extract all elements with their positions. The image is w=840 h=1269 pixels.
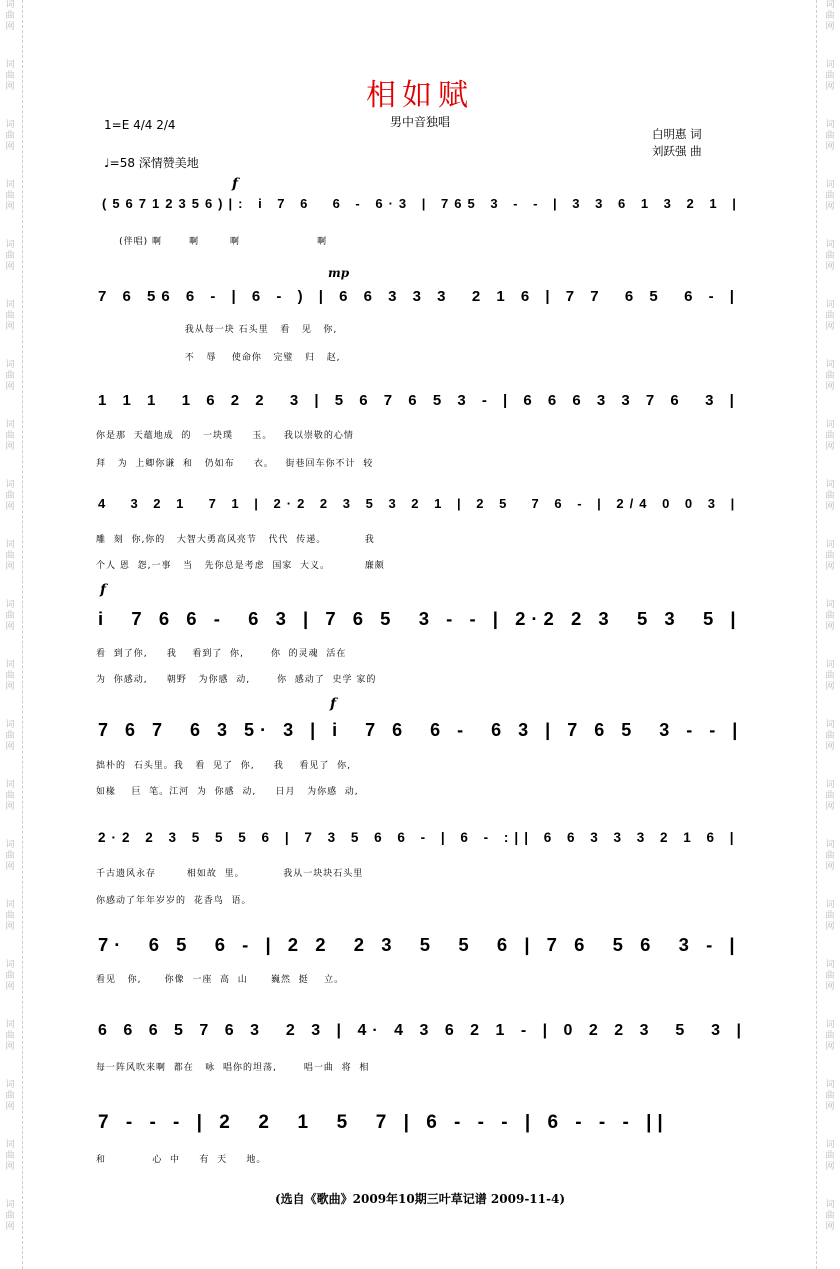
notation: 2·2 2 3 5 5 5 6 | 7 3 5 6 6 - | 6 - :|| 6 6 3 3 3 2 1 6 | (98, 830, 740, 845)
watermark-left: 词曲网 词曲网 词曲网 词曲网 词曲网 词曲网 词曲网 词曲网 词曲网 词曲网 词曲网 词曲网 词曲网 词曲网 词曲网 词曲网 词曲网 词曲网 词曲网 词曲网 词曲网 (5, 0, 15, 1232)
margin-line-left (22, 0, 23, 1269)
watermark-right: 词曲网 词曲网 词曲网 词曲网 词曲网 词曲网 词曲网 词曲网 词曲网 词曲网 词曲网 词曲网 词曲网 词曲网 词曲网 词曲网 词曲网 词曲网 词曲网 词曲网 词曲网 (825, 0, 835, 1232)
dynamic-mark: f (232, 176, 239, 192)
notation: 7 6 7 6 3 5· 3 | i 7 6 6 - 6 3 | 7 6 5 3 - - | (98, 720, 744, 740)
notation: i 7 6 6 - 6 3 | 7 6 5 3 - - | 2·2 2 3 5 3 5 | (98, 608, 742, 629)
lyrics-line-9: 每一阵风吹来啊 都在 咏 唱你的坦荡, 唱一曲 将 相 (96, 1063, 370, 1073)
score-line-5 (92, 608, 754, 642)
lyrics-line-6a: 拙朴的 石头里。我 看 见了 你, 我 看见了 你, (96, 761, 351, 771)
dynamic-mark: f (100, 582, 107, 598)
score-line-2 (92, 288, 754, 322)
notation: 1 1 1 1 6 2 2 3 | 5 6 7 6 5 3 - | 6 6 6 3 3 7 6 3 | (98, 392, 740, 409)
lyrics-line-4b: 个人 恩 怨,一事 当 先你总是考虑 国家 大义。 廉颇 (96, 561, 385, 571)
lyricist-credit: 白明惠 词 (652, 127, 702, 141)
lyrics-line-6b: 如椽 巨 笔。江河 为 你感 动, 日月 为你感 动, (96, 787, 359, 797)
notation: 7 6 56 6 - | 6 - ) | 6 6 3 3 3 2 1 6 | 7 7 6 5 6 - | (98, 288, 740, 305)
notation: 7 - - - | 2 2 1 5 7 | 6 - - - | 6 - - - || (98, 1112, 669, 1133)
dynamic-mark: f (330, 696, 337, 712)
lyrics-line-2a: 我从每一块 石头里 看 见 你, (96, 325, 338, 335)
notation: 4 3 2 1 7 1 | 2·2 2 3 5 3 2 1 | 2 5 7 6 - | 2/4 0 0 3 | (98, 496, 741, 511)
lyrics-line-4a: 雕 刻 你,你的 大智大勇高风亮节 代代 传递。 我 (96, 535, 375, 545)
performance-type: 男中音独唱 (389, 115, 450, 129)
song-title: 相如赋 (366, 78, 474, 113)
lyrics-line-5b: 为 你感动, 朝野 为你感 动, 你 感动了 史学 家的 (96, 675, 377, 685)
lyrics-line-7a: 千古遗风永存 相如故 里。 我从一块块石头里 (96, 869, 364, 879)
margin-line-right (816, 0, 817, 1269)
lyrics-line-5a: 看 到了你, 我 看到了 你, 你 的灵魂 活在 (96, 649, 347, 659)
lyrics-line-10: 和 心 中 有 天 地。 (96, 1155, 267, 1165)
lyrics-line-2b: 不 辱 使命你 完璧 归 赵, (96, 353, 341, 363)
notation: 7· 6 5 6 - | 2 2 2 3 5 5 6 | 7 6 5 6 3 - | (98, 934, 741, 955)
lyrics-line-8: 看见 你, 你像 一座 高 山 巍然 挺 立。 (96, 975, 345, 985)
lyrics-line-1: (伴唱) 啊 啊 啊 啊 (96, 237, 328, 247)
score-line-4 (92, 496, 754, 530)
score-line-6 (92, 720, 754, 754)
score-line-1 (92, 196, 754, 230)
source-footer: (选自《歌曲》2009年10期三叶草记谱 2009-11-4) (274, 1192, 566, 1206)
dynamic-mark: mp (328, 266, 350, 280)
score-line-9 (92, 1022, 754, 1056)
notation: 6 6 6 5 7 6 3 2 3 | 4· 4 3 6 2 1 - | 0 2 2 3 5 3 | (98, 1022, 747, 1039)
key-signature: 1=E 4/4 2/4 (104, 118, 176, 132)
score-line-10 (92, 1112, 754, 1146)
lyrics-line-7b: 你感动了年年岁岁的 花香鸟 语。 (96, 896, 252, 906)
score-line-7 (92, 830, 754, 864)
score-line-3 (92, 392, 754, 426)
lyrics-line-3a: 你是那 天蕴地成 的 一块璞 玉。 我以崇敬的心情 (96, 431, 354, 441)
credits (652, 126, 702, 160)
tempo-marking: ♩=58 深情赞美地 (104, 156, 199, 170)
notation: (56712356)|: i 7 6 6 - 6·3 | 765 3 - - | 3 3 6 1 3 2 1 | (102, 196, 742, 211)
lyrics-line-3b: 拜 为 上卿你谦 和 仍如布 衣。 街巷回车你不计 较 (96, 459, 374, 469)
score-line-8 (92, 934, 754, 968)
composer-credit: 刘跃强 曲 (652, 144, 702, 158)
